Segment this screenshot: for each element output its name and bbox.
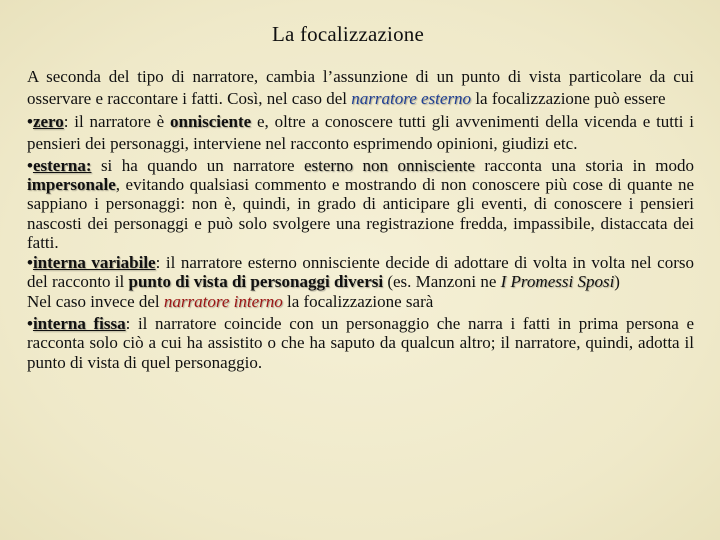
promessi-sposi-title: I Promessi Sposi	[500, 272, 615, 292]
punto-di-vista-emphasis: punto di vista di personaggi diversi	[128, 272, 384, 292]
transition-text-1: Nel caso invece del	[27, 292, 164, 312]
narratore-interno-highlight: narratore interno	[163, 292, 283, 312]
slide-body	[27, 66, 694, 372]
interna-variabile-text-1: : il narratore esterno onnisciente decide di adottare di volta in volta nel corso del racconto il	[27, 252, 694, 292]
interna-variabile-paragraph	[27, 253, 694, 292]
esterna-text-2: racconta una storia in modo	[474, 155, 694, 175]
intro-paragraph	[27, 66, 694, 111]
interna-fissa-text-1: : il narratore coincide con un personaggio che narra i fatti in prima persona e racconta solo ciò a cui ha assistito o che ha saputo da qualcun altro; il narratore, quindi, adotta il punto di vista di quel personaggio.	[27, 313, 695, 372]
intro-text-2: la focalizzazione può essere	[471, 89, 666, 109]
interna-fissa-paragraph	[27, 314, 694, 372]
interna-fissa-term: interna fissa	[32, 313, 126, 333]
bullet: •	[27, 155, 33, 175]
slide-title: La focalizzazione	[271, 22, 425, 46]
interna-variabile-text-3: )	[614, 272, 620, 292]
bullet: •	[27, 111, 33, 131]
interna-variabile-text-2: (es. Manzoni ne	[383, 272, 501, 292]
zero-paragraph	[27, 111, 694, 156]
impersonale-emphasis: impersonale	[27, 175, 116, 195]
zero-text-1: : il narratore è	[63, 111, 170, 131]
bullet: •	[27, 313, 33, 333]
transition-paragraph	[27, 291, 694, 313]
narratore-esterno-highlight: narratore esterno	[351, 89, 472, 109]
esterna-text-1: si ha quando un narratore	[91, 155, 304, 175]
esterna-text-3: , evitando qualsiasi commento e mostrando di non conoscere più cose di quante ne sappiano i personaggi: non è, quindi, in grado di anticipare gli eventi, di conoscere i pensieri nascosti dei personaggi e può solo svolgere una registrazione fredda, impassibile, distaccata dei fatti.	[27, 175, 694, 253]
onnisciente-emphasis: onnisciente	[169, 111, 252, 131]
esterno-non-onnisciente-emphasis: esterno non onnisciente	[303, 155, 475, 175]
zero-text-2: e, oltre a conoscere tutti gli avvenimenti della vicenda e tutti i pensieri dei personaggi, interviene nel racconto esprimendo opinioni, giudizi etc.	[27, 111, 694, 154]
esterna-paragraph	[27, 156, 694, 253]
bullet: •	[27, 252, 33, 272]
zero-term: zero	[32, 111, 64, 131]
intro-text-1: A seconda del tipo di narratore, cambia l’assunzione di un punto di vista particolare da cui osservare e raccontare i fatti. Così, nel caso del	[27, 67, 694, 109]
transition-text-2: la focalizzazione sarà	[282, 292, 434, 312]
interna-variabile-term: interna variabile	[32, 252, 156, 272]
esterna-term: esterna:	[32, 155, 92, 175]
